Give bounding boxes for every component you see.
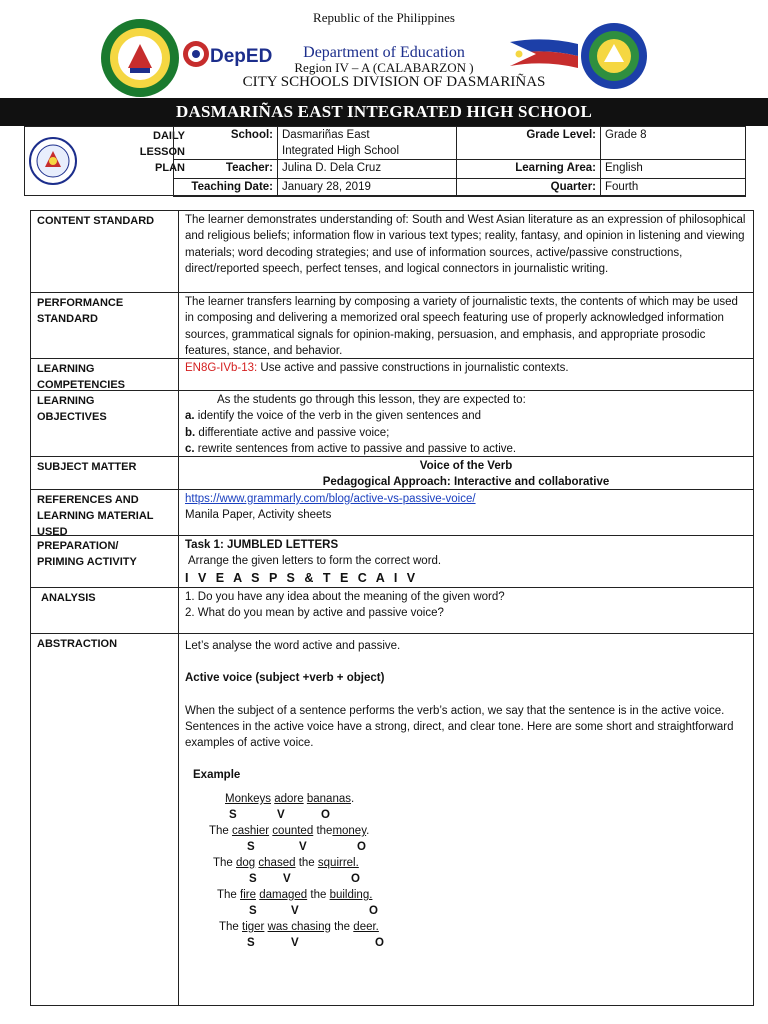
- region-line: Region IV – A (CALABARZON ): [294, 60, 474, 75]
- subject-matter-row: [31, 457, 753, 490]
- preparation-label: PREPARATION/ PRIMING ACTIVITY: [31, 536, 179, 587]
- preparation-row: [31, 536, 753, 588]
- school-value: Dasmariñas East Integrated High School: [277, 126, 457, 160]
- analysis-text: 1. Do you have any idea about the meaning of the given word? 2. What do you mean by active and passive voice?: [185, 591, 505, 620]
- quarter-label: Quarter:: [456, 178, 601, 197]
- date-value: January 28, 2019: [277, 178, 457, 197]
- area-label: Learning Area:: [456, 159, 601, 179]
- school-name-banner: DASMARIÑAS EAST INTEGRATED HIGH SCHOOL: [0, 98, 768, 126]
- analysis-row: [31, 588, 753, 634]
- performance-standard-row: [31, 293, 753, 359]
- objective-b: b. differentiate active and passive voice;: [185, 426, 390, 439]
- jumbled-letters: I V E A S P S & T E C A I V: [185, 570, 419, 585]
- teacher-label: Teacher:: [173, 159, 278, 179]
- objectives-label: LEARNING OBJECTIVES: [31, 391, 179, 456]
- example-3: The dog chased the squirrel.: [213, 857, 359, 869]
- example-4: The fire damaged the building.: [217, 889, 373, 901]
- deped-seal-icon: [29, 137, 77, 185]
- division-line: CITY SCHOOLS DIVISION OF DASMARIÑAS: [242, 74, 546, 90]
- example-2: The cashier counted themoney.: [209, 825, 370, 837]
- republic-line: Republic of the Philippines: [313, 10, 455, 25]
- references-row: [31, 490, 753, 536]
- teacher-value: Julina D. Dela Cruz: [277, 159, 457, 179]
- analysis-label: ANALYSIS: [31, 588, 179, 633]
- division-seal-icon: [580, 22, 648, 90]
- example-5: The tiger was chasing the deer.: [219, 921, 379, 933]
- info-table: [24, 126, 746, 196]
- date-label: Teaching Date:: [173, 178, 278, 197]
- competencies-text: EN8G-IVb-13: Use active and passive constructions in journalistic contexts.: [185, 362, 569, 374]
- doc-type-label: DAILY LESSON PLAN: [139, 130, 185, 174]
- objective-c: c. rewrite sentences from active to passive and passive to active.: [185, 442, 517, 455]
- preparation-text: Task 1: JUMBLED LETTERS Arrange the given letters to form the correct word. I V E A S P S & T E C A I V: [179, 536, 753, 587]
- quarter-value: Fourth: [600, 178, 746, 197]
- competency-code: EN8G-IVb-13:: [185, 362, 258, 374]
- school-seal-icon: [100, 18, 180, 98]
- deped-logo-text: DepED: [210, 46, 273, 67]
- content-standard-text: The learner demonstrates understanding of: South and West Asian literature as an expression of philosophical and religious beliefs; information flow in various text types; reality, fantasy, and opinion in listening and viewing materials; word decoding strategies; and use of information sources, active/passive constructions, direct/reported speech, perfect tenses, and logical connectors in journalistic writing.: [185, 214, 746, 275]
- objectives-text: As the students go through this lesson, they are expected to: a. identify the voice of the verb in the given sentences and b. differentiate active and passive voice; c. rewrite sentences from active to passive and passive to active.: [179, 391, 753, 456]
- performance-standard-label: PERFORMANCE STANDARD: [31, 293, 179, 358]
- area-value: English: [600, 159, 746, 179]
- competencies-label: LEARNING COMPETENCIES: [31, 359, 179, 390]
- subject-matter-text: Voice of the Verb Pedagogical Approach: Interactive and collaborative: [322, 460, 610, 489]
- reference-link[interactable]: https://www.grammarly.com/blog/active-vs-passive-voice/: [185, 493, 476, 505]
- references-label: REFERENCES AND LEARNING MATERIAL USED: [31, 490, 179, 535]
- performance-standard-text: The learner transfers learning by composing a variety of journalistic texts, the contents of which may be used in composing and delivering a memorized oral speech featuring use of properly acknowledged information sources, grammatical signals for opinion-making, persuasion, and emphasis, and appropriate prosodic features, stance, and behavior.: [185, 296, 738, 357]
- grade-label: Grade Level:: [456, 126, 601, 160]
- example-1: Monkeys adore bananas.: [225, 793, 355, 805]
- objectives-row: [31, 391, 753, 457]
- lesson-table: [30, 210, 754, 1006]
- competencies-row: [31, 359, 753, 391]
- abstraction-text: Let’s analyse the word active and passive. Active voice (subject +verb + object) When the subject of a sentence performs the verb’s action, we say that the sentence is in the active voice. Sentences in the active voice have a strong, direct, and clear tone. Here are some short and straightforward examples of active voice. Example Monkeys adore bananas. S V O The cashier counted themoney. S V O The dog chased the squirrel. S V O The fire damaged the building. S V O The tiger was chasing the deer. S V O: [185, 640, 734, 949]
- letterhead: [0, 0, 768, 98]
- abstraction-row: [31, 634, 753, 1006]
- philippine-flag-icon: [506, 36, 582, 76]
- subject-matter-label: SUBJECT MATTER: [31, 457, 179, 489]
- objective-a: a. identify the voice of the verb in the given sentences and: [185, 410, 481, 423]
- content-standard-row: [31, 211, 753, 293]
- content-standard-label: CONTENT STANDARD: [31, 211, 179, 292]
- abstraction-label: ABSTRACTION: [31, 634, 179, 1006]
- references-text: https://www.grammarly.com/blog/active-vs-passive-voice/ Manila Paper, Activity sheets: [185, 493, 476, 522]
- school-label: School:: [173, 126, 278, 160]
- grade-value: Grade 8: [600, 126, 746, 160]
- department-line: Department of Education: [303, 44, 465, 61]
